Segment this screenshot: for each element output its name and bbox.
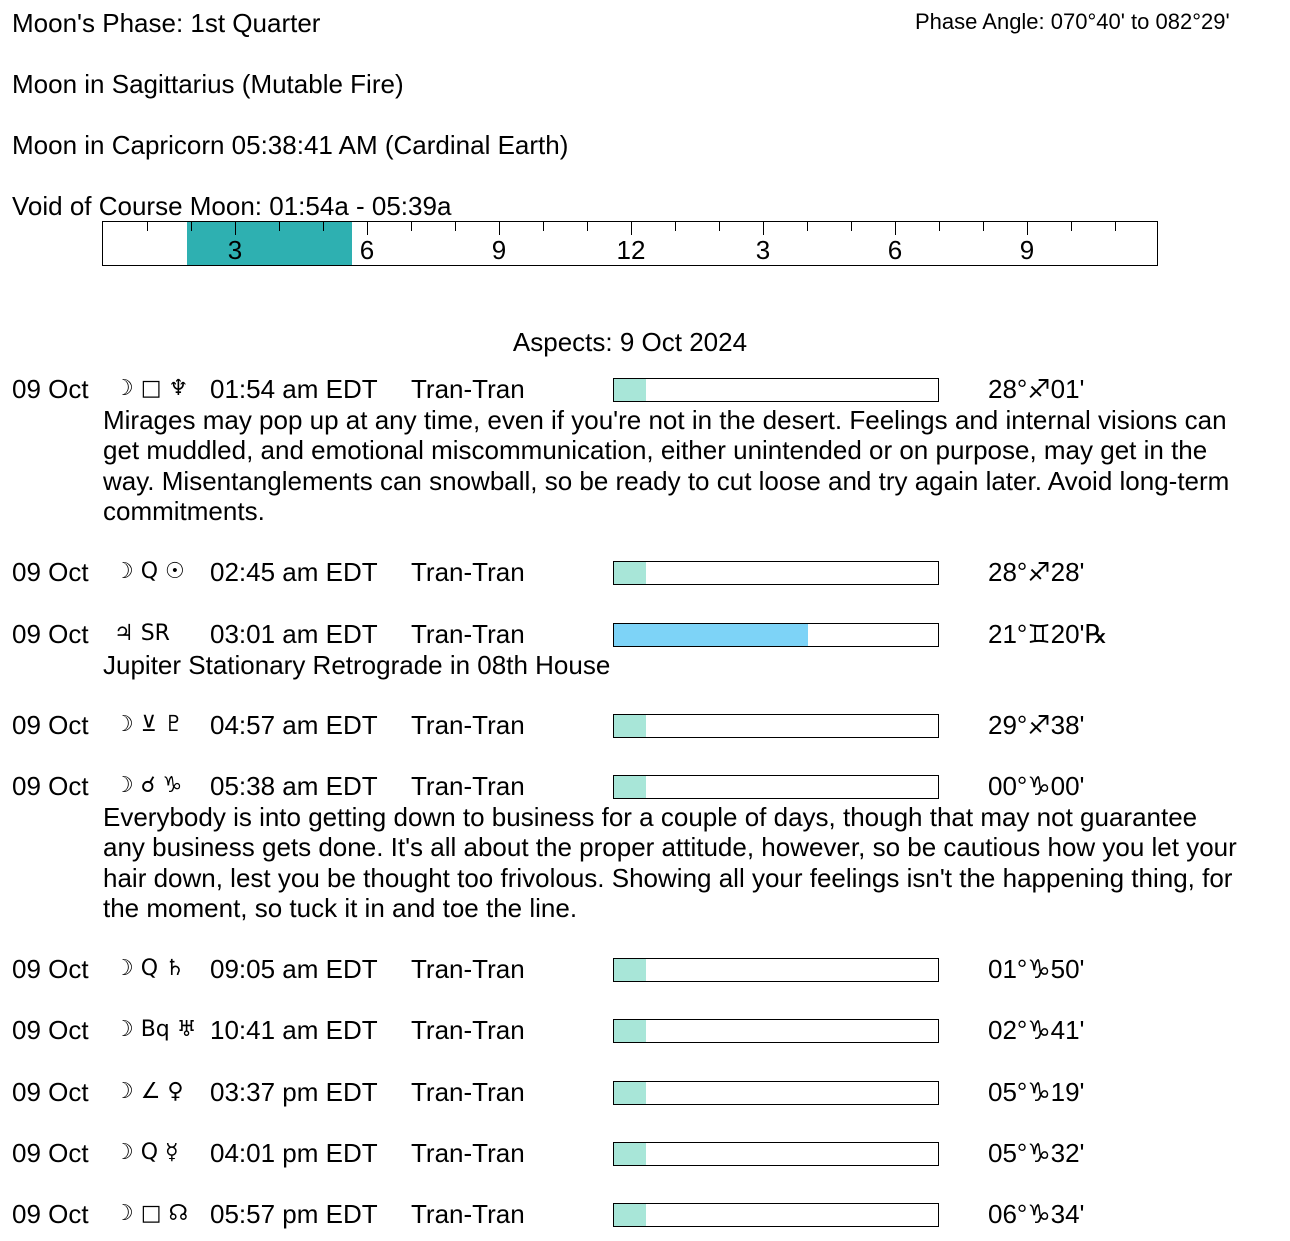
- aspect-entry: [0, 557, 1290, 587]
- aspect-strength-fill: [614, 1020, 646, 1042]
- aspect-row: [0, 619, 1290, 649]
- aspect-entry: [0, 619, 1290, 680]
- aspect-date: 09 Oct: [12, 771, 89, 801]
- phase-angle: Phase Angle: 070°40' to 082°29': [915, 9, 1230, 34]
- aspect-entry: [0, 771, 1290, 923]
- aspect-strength-fill: [614, 1143, 646, 1165]
- aspect-time: 04:01 pm EDT: [210, 1138, 378, 1168]
- aspect-type: Tran-Tran: [411, 954, 525, 984]
- aspect-strength-fill: [614, 1082, 646, 1104]
- timeline-hour-label: 6: [359, 235, 375, 265]
- aspect-entry: [0, 1015, 1290, 1045]
- aspect-strength-bar: [613, 714, 939, 738]
- aspect-position: 29°♐38': [988, 710, 1085, 740]
- aspect-strength-bar: [613, 623, 939, 647]
- aspect-strength-fill: [614, 715, 646, 737]
- aspect-time: 04:57 am EDT: [210, 710, 378, 740]
- aspect-strength-fill: [614, 959, 646, 981]
- aspect-type: Tran-Tran: [411, 1015, 525, 1045]
- aspect-type: Tran-Tran: [411, 557, 525, 587]
- aspect-glyphs: ♃ SR: [114, 621, 170, 646]
- timeline-hour-label: 9: [491, 235, 507, 265]
- aspect-date: 09 Oct: [12, 1077, 89, 1107]
- moon-ingress-line: Moon in Capricorn 05:38:41 AM (Cardinal Earth): [12, 130, 569, 160]
- aspect-row: [0, 954, 1290, 984]
- timeline-tick: [763, 222, 764, 235]
- timeline-tick: [499, 222, 500, 235]
- timeline-hour-label: 9: [1019, 235, 1035, 265]
- aspect-row: [0, 1138, 1290, 1168]
- aspect-date: 09 Oct: [12, 619, 89, 649]
- aspect-type: Tran-Tran: [411, 710, 525, 740]
- aspect-glyphs: ☽ ☌ ♑: [114, 773, 183, 798]
- aspect-position: 02°♑41': [988, 1015, 1085, 1045]
- timeline-tick: [323, 222, 324, 231]
- aspect-time: 01:54 am EDT: [210, 374, 378, 404]
- timeline-tick: [191, 222, 192, 231]
- aspects-title: Aspects: 9 Oct 2024: [512, 327, 748, 357]
- aspect-date: 09 Oct: [12, 374, 89, 404]
- aspect-entry: [0, 1199, 1290, 1229]
- aspect-description: Jupiter Stationary Retrograde in 08th House: [103, 650, 611, 680]
- aspect-glyphs: ☽ □ ☊: [114, 1201, 189, 1226]
- aspect-glyphs: ☽ Q ☉: [114, 559, 185, 584]
- timeline-tick: [543, 222, 544, 231]
- timeline-tick: [939, 222, 940, 231]
- timeline-hour-label: 3: [755, 235, 771, 265]
- timeline-tick: [983, 222, 984, 231]
- aspect-entry: [0, 710, 1290, 740]
- timeline-tick: [1071, 222, 1072, 231]
- aspect-strength-bar: [613, 775, 939, 799]
- void-period-fill: [187, 222, 352, 265]
- aspect-date: 09 Oct: [12, 557, 89, 587]
- void-timeline: [102, 221, 1158, 266]
- timeline-tick: [895, 222, 896, 235]
- aspect-entry: [0, 954, 1290, 984]
- aspect-description: Everybody is into getting down to business for a couple of days, though that may not guarantee any business gets done. It's all about the proper attitude, however, so be cautious how you let your hair down, lest you be thought too frivolous. Showing all your feelings isn't the happening thing, for the moment, so tuck it in and toe the line.: [103, 802, 1237, 923]
- aspect-row: [0, 771, 1290, 801]
- aspect-type: Tran-Tran: [411, 1077, 525, 1107]
- aspect-glyphs: ☽ Q ☿: [114, 1140, 179, 1165]
- timeline-tick: [587, 222, 588, 231]
- aspect-row: [0, 1077, 1290, 1107]
- timeline-tick: [455, 222, 456, 231]
- aspect-time: 03:01 am EDT: [210, 619, 378, 649]
- timeline-tick: [367, 222, 368, 235]
- timeline-tick: [807, 222, 808, 231]
- aspect-position: 21°♊20'℞: [988, 619, 1108, 649]
- aspect-strength-fill: [614, 624, 808, 646]
- aspect-position: 05°♑32': [988, 1138, 1085, 1168]
- aspect-position: 28°♐28': [988, 557, 1085, 587]
- aspect-time: 02:45 am EDT: [210, 557, 378, 587]
- aspect-date: 09 Oct: [12, 954, 89, 984]
- aspect-type: Tran-Tran: [411, 771, 525, 801]
- timeline-tick: [631, 222, 632, 235]
- aspect-time: 09:05 am EDT: [210, 954, 378, 984]
- timeline-tick: [851, 222, 852, 231]
- aspect-strength-bar: [613, 1019, 939, 1043]
- aspect-strength-bar: [613, 1203, 939, 1227]
- aspect-time: 03:37 pm EDT: [210, 1077, 378, 1107]
- aspect-glyphs: ☽ □ ♆: [114, 376, 189, 401]
- timeline-tick: [147, 222, 148, 231]
- aspect-type: Tran-Tran: [411, 374, 525, 404]
- aspect-position: 01°♑50': [988, 954, 1085, 984]
- aspect-date: 09 Oct: [12, 710, 89, 740]
- aspect-row: [0, 374, 1290, 404]
- phase-line: Moon's Phase: 1st Quarter: [12, 8, 321, 38]
- aspect-strength-fill: [614, 1204, 646, 1226]
- aspect-time: 05:57 pm EDT: [210, 1199, 378, 1229]
- aspect-strength-bar: [613, 1081, 939, 1105]
- aspect-row: [0, 1199, 1290, 1229]
- timeline-tick: [1027, 222, 1028, 235]
- timeline-tick: [719, 222, 720, 231]
- aspect-glyphs: ☽ Bq ♅: [114, 1017, 197, 1042]
- aspect-date: 09 Oct: [12, 1015, 89, 1045]
- aspect-entry: [0, 374, 1290, 526]
- timeline-tick: [675, 222, 676, 231]
- aspect-strength-fill: [614, 776, 646, 798]
- aspect-type: Tran-Tran: [411, 1138, 525, 1168]
- aspect-position: 28°♐01': [988, 374, 1085, 404]
- void-of-course-line: Void of Course Moon: 01:54a - 05:39a: [12, 191, 452, 221]
- timeline-hour-label: 3: [227, 235, 243, 265]
- timeline-tick: [1115, 222, 1116, 231]
- aspect-glyphs: ☽ Q ♄: [114, 956, 185, 981]
- moon-sign-line: Moon in Sagittarius (Mutable Fire): [12, 69, 404, 99]
- aspect-position: 06°♑34': [988, 1199, 1085, 1229]
- aspect-row: [0, 1015, 1290, 1045]
- aspect-strength-fill: [614, 562, 646, 584]
- aspect-strength-bar: [613, 1142, 939, 1166]
- aspect-time: 05:38 am EDT: [210, 771, 378, 801]
- timeline-hour-label: 6: [887, 235, 903, 265]
- aspect-date: 09 Oct: [12, 1138, 89, 1168]
- aspect-strength-fill: [614, 379, 646, 401]
- aspect-type: Tran-Tran: [411, 1199, 525, 1229]
- aspect-position: 00°♑00': [988, 771, 1085, 801]
- aspect-strength-bar: [613, 958, 939, 982]
- timeline-hour-label: 12: [616, 235, 646, 265]
- aspect-entry: [0, 1077, 1290, 1107]
- aspect-description: Mirages may pop up at any time, even if you're not in the desert. Feelings and internal visions can get muddled, and emotional miscommunication, either unintended or on purpose, may get in the way. Misentanglements can snowball, so be ready to cut loose and try again later. Avoid long-term commitments.: [103, 405, 1230, 526]
- aspect-row: [0, 710, 1290, 740]
- aspect-strength-bar: [613, 561, 939, 585]
- aspect-date: 09 Oct: [12, 1199, 89, 1229]
- aspect-glyphs: ☽ ∠ ♀: [114, 1079, 184, 1104]
- aspect-row: [0, 557, 1290, 587]
- aspect-time: 10:41 am EDT: [210, 1015, 378, 1045]
- aspect-glyphs: ☽ ⊻ ♇: [114, 712, 184, 737]
- aspect-position: 05°♑19': [988, 1077, 1085, 1107]
- aspect-entry: [0, 1138, 1290, 1168]
- timeline-tick: [279, 222, 280, 231]
- timeline-tick: [411, 222, 412, 231]
- aspect-strength-bar: [613, 378, 939, 402]
- timeline-tick: [235, 222, 236, 235]
- aspect-type: Tran-Tran: [411, 619, 525, 649]
